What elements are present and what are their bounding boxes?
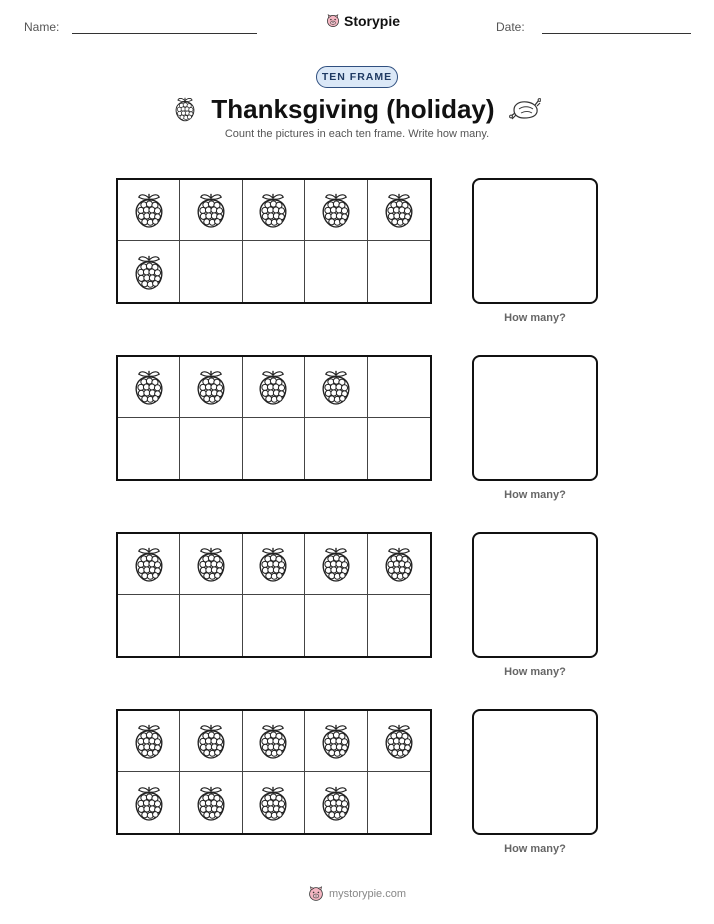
raspberry-icon	[382, 722, 416, 760]
title-row	[0, 92, 714, 126]
ten-frame-cell	[180, 772, 242, 833]
how-many-label-2: How many?	[504, 489, 566, 501]
raspberry-icon	[132, 191, 166, 229]
ten-frame-cell	[305, 241, 367, 302]
raspberry-icon	[132, 253, 166, 291]
ten-frame-cell	[305, 595, 367, 656]
ten-frame-cell	[243, 772, 305, 833]
raspberry-icon	[132, 545, 166, 583]
ten-frame-3	[116, 532, 432, 658]
ten-frame-cell	[305, 357, 367, 418]
ten-frame-cell	[180, 357, 242, 418]
ten-frame-cell	[118, 180, 180, 241]
raspberry-icon	[319, 722, 353, 760]
ten-frame-cell	[305, 534, 367, 595]
name-label: Name:	[24, 20, 60, 34]
raspberry-icon	[319, 191, 353, 229]
instructions: Count the pictures in each ten frame. Write how many.	[224, 128, 490, 140]
ten-frame-cell	[368, 772, 430, 833]
ten-frame-cell	[243, 534, 305, 595]
ten-frame-cell	[118, 711, 180, 772]
turkey-icon	[509, 97, 541, 121]
ten-frame-cell	[118, 534, 180, 595]
footer	[0, 886, 714, 902]
ten-frame-cell	[180, 418, 242, 479]
ten-frame-cell	[118, 772, 180, 833]
ten-frame-cell	[368, 357, 430, 418]
raspberry-icon	[256, 368, 290, 406]
raspberry-icon	[382, 545, 416, 583]
ten-frame-cell	[118, 357, 180, 418]
raspberry-icon	[132, 722, 166, 760]
ten-frame-cell	[243, 418, 305, 479]
ten-frame-cell	[305, 418, 367, 479]
ten-frame-cell	[243, 711, 305, 772]
raspberry-icon	[319, 784, 353, 822]
raspberry-icon	[194, 545, 228, 583]
ten-frame-cell	[368, 595, 430, 656]
how-many-label-3: How many?	[504, 666, 566, 678]
pig-mascot-icon	[308, 886, 324, 902]
date-label: Date:	[496, 20, 525, 34]
ten-frame-cell	[180, 180, 242, 241]
raspberry-icon	[194, 191, 228, 229]
ten-frame-cell	[305, 711, 367, 772]
ten-frame-cell	[305, 772, 367, 833]
raspberry-icon	[382, 191, 416, 229]
raspberry-icon	[256, 191, 290, 229]
ten-frame-cell	[305, 180, 367, 241]
brand-logo	[326, 13, 400, 29]
ten-frame-cell	[243, 180, 305, 241]
ten-frame-4	[116, 709, 432, 835]
raspberry-icon	[256, 784, 290, 822]
ten-frame-cell	[368, 418, 430, 479]
ten-frame-badge: TEN FRAME	[316, 66, 398, 88]
ten-frame-cell	[243, 357, 305, 418]
answer-box-1[interactable]	[472, 178, 598, 304]
ten-frame-cell	[243, 241, 305, 302]
pig-mascot-icon	[326, 14, 340, 28]
raspberry-icon	[319, 368, 353, 406]
answer-box-4[interactable]	[472, 709, 598, 835]
raspberry-icon	[256, 545, 290, 583]
page-title: Thanksgiving (holiday)	[211, 93, 495, 124]
ten-frame-cell	[368, 180, 430, 241]
raspberry-icon	[319, 545, 353, 583]
raspberry-icon	[132, 784, 166, 822]
raspberry-icon	[194, 784, 228, 822]
ten-frame-cell	[180, 241, 242, 302]
name-line[interactable]	[72, 33, 257, 34]
ten-frame-cell	[180, 595, 242, 656]
ten-frame-cell	[118, 418, 180, 479]
ten-frame-cell	[368, 534, 430, 595]
answer-box-3[interactable]	[472, 532, 598, 658]
raspberry-icon	[256, 722, 290, 760]
date-line[interactable]	[542, 33, 691, 34]
ten-frame-2	[116, 355, 432, 481]
ten-frame-cell	[118, 241, 180, 302]
raspberry-icon	[132, 368, 166, 406]
ten-frame-cell	[180, 711, 242, 772]
how-many-label-1: How many?	[504, 312, 566, 324]
ten-frame-1	[116, 178, 432, 304]
answer-box-2[interactable]	[472, 355, 598, 481]
ten-frame-cell	[180, 534, 242, 595]
raspberry-icon	[173, 96, 197, 122]
ten-frame-cell	[118, 595, 180, 656]
footer-url: mystorypie.com	[328, 888, 407, 900]
ten-frame-cell	[243, 595, 305, 656]
how-many-label-4: How many?	[504, 843, 566, 855]
raspberry-icon	[194, 722, 228, 760]
raspberry-icon	[194, 368, 228, 406]
ten-frame-cell	[368, 241, 430, 302]
ten-frame-cell	[368, 711, 430, 772]
brand-name: Storypie	[344, 13, 401, 29]
